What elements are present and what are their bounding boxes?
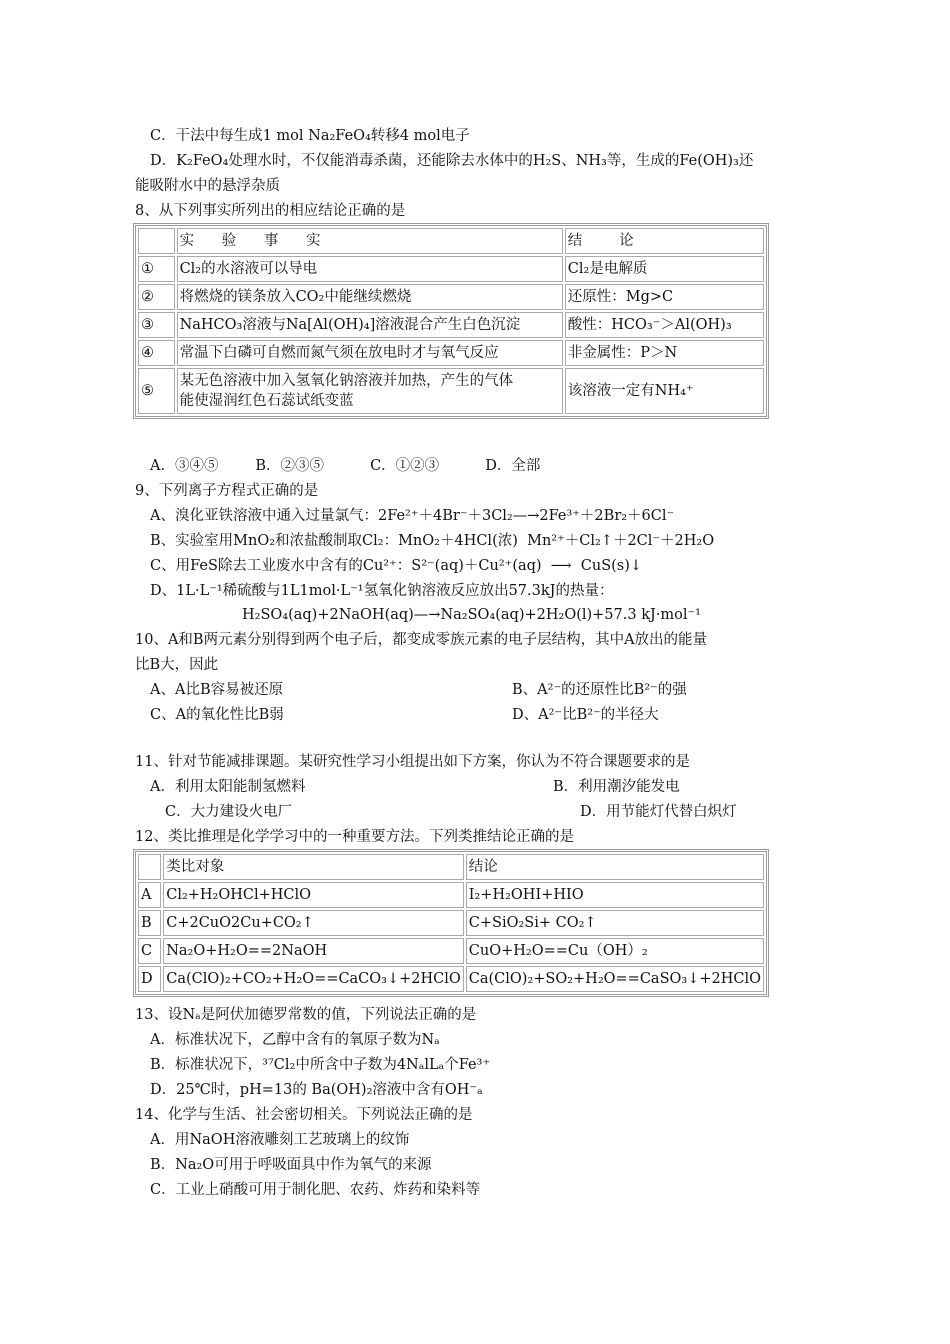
- table-q12: [133, 849, 769, 997]
- table-cell: 将燃烧的镁条放入CO₂中能继续燃烧: [177, 284, 563, 310]
- table-cell: CuO+H₂O==Cu（OH）₂: [466, 938, 764, 964]
- q10-option-a: A、A比B容易被还原: [150, 682, 284, 698]
- q7-option-c: C．干法中每生成1 mol Na₂FeO₄转移4 mol电子: [150, 128, 470, 144]
- q11-option-b: B．利用潮汐能发电: [553, 779, 680, 795]
- q10-option-c: C、A的氧化性比B弱: [150, 707, 284, 723]
- table-row: [138, 284, 764, 310]
- q9-option-d-equation: H₂SO₄(aq)+2NaOH(aq)—→Na₂SO₄(aq)+2H₂O(l)+57.3 kJ·mol⁻¹: [242, 607, 701, 623]
- q13-option-a: A．标准状况下，乙醇中含有的氧原子数为Nₐ: [150, 1032, 440, 1048]
- table-cell: Cl₂的水溶液可以导电: [177, 256, 563, 282]
- table-row: [138, 882, 764, 908]
- table-header-cell: [138, 854, 161, 880]
- table-cell: 非金属性：P＞N: [565, 340, 764, 366]
- table-cell: 该溶液一定有NH₄⁺: [565, 368, 764, 414]
- table-cell: D: [138, 966, 161, 992]
- question-9: 9、下列离子方程式正确的是: [135, 483, 319, 499]
- table-cell: 常温下白磷可自燃而氮气须在放电时才与氧气反应: [177, 340, 563, 366]
- table-cell: C+2CuO2Cu+CO₂↑: [163, 910, 464, 936]
- table-header-row: [138, 854, 764, 880]
- q13-option-d: D．25℃时，pH=13的 Ba(OH)₂溶液中含有OH⁻ₐ: [150, 1082, 483, 1098]
- table-cell: B: [138, 910, 161, 936]
- question-10-cont: 比B大，因此: [135, 657, 219, 673]
- table-cell-line: 能使湿润红色石蕊试纸变蓝: [179, 393, 354, 409]
- table-cell: C+SiO₂Si+ CO₂↑: [466, 910, 764, 936]
- q7-option-d-cont: 能吸附水中的悬浮杂质: [135, 178, 280, 194]
- q11-option-d: D．用节能灯代替白炽灯: [580, 804, 737, 820]
- q10-option-b: B、A²⁻的还原性比B²⁻的强: [512, 682, 687, 698]
- table-cell: ④: [138, 340, 175, 366]
- q11-option-c: C．大力建设火电厂: [165, 804, 293, 820]
- table-q8: [133, 223, 769, 419]
- table-header-cell: 结 论: [565, 228, 764, 254]
- q14-option-b: B．Na₂O可用于呼吸面具中作为氧气的来源: [150, 1157, 432, 1173]
- table-header-cell: [138, 228, 175, 254]
- q10-option-d: D、A²⁻比B²⁻的半径大: [512, 707, 659, 723]
- table-cell: 还原性：Mg>C: [565, 284, 764, 310]
- q7-option-d: D．K₂FeO₄处理水时，不仅能消毒杀菌，还能除去水体中的H₂S、NH₃等，生成的Fe(OH)₃还: [150, 153, 754, 169]
- table-cell: ②: [138, 284, 175, 310]
- question-13: 13、设Nₐ是阿伏加德罗常数的值，下列说法正确的是: [135, 1007, 477, 1023]
- table-row: [138, 938, 764, 964]
- table-header-row: [138, 228, 764, 254]
- q14-option-a: A．用NaOH溶液雕刻工艺玻璃上的纹饰: [150, 1132, 410, 1148]
- table-cell: I₂+H₂OHI+HIO: [466, 882, 764, 908]
- q9-option-a: A、溴化亚铁溶液中通入过量氯气：2Fe²⁺＋4Br⁻＋3Cl₂—→2Fe³⁺＋2Br₂＋6Cl⁻: [150, 508, 675, 524]
- table-cell: Ca(ClO)₂+CO₂+H₂O==CaCO₃↓+2HClO: [163, 966, 464, 992]
- table-row: [138, 312, 764, 338]
- q9-option-d: D、1L·L⁻¹稀硫酸与1L1mol·L⁻¹氢氧化钠溶液反应放出57.3kJ的热量：: [150, 583, 614, 599]
- question-8: 8、从下列事实所列出的相应结论正确的是: [135, 203, 406, 219]
- table-cell: NaHCO₃溶液与Na[Al(OH)₄]溶液混合产生白色沉淀: [177, 312, 563, 338]
- table-cell: ③: [138, 312, 175, 338]
- table-row: [138, 966, 764, 992]
- table-row: [138, 256, 764, 282]
- table-row: [138, 910, 764, 936]
- table-cell: ⑤: [138, 368, 175, 414]
- table-cell: Ca(ClO)₂+SO₂+H₂O==CaSO₃↓+2HClO: [466, 966, 764, 992]
- question-11: 11、针对节能减排课题。某研究性学习小组提出如下方案，你认为不符合课题要求的是: [135, 754, 690, 770]
- q14-option-c: C．工业上硝酸可用于制化肥、农药、炸药和染料等: [150, 1182, 481, 1198]
- table-cell: Na₂O+H₂O==2NaOH: [163, 938, 464, 964]
- table-cell: A: [138, 882, 161, 908]
- q11-option-a: A．利用太阳能制氢燃料: [150, 779, 306, 795]
- question-8-options: A．③④⑤ B．②③⑤ C．①②③ D．全部: [150, 458, 541, 474]
- question-12: 12、类比推理是化学学习中的一种重要方法。下列类推结论正确的是: [135, 829, 574, 845]
- q13-option-b: B．标准状况下，³⁷Cl₂中所含中子数为4NₐlLₐ个Fe³⁺: [150, 1057, 491, 1073]
- question-10: 10、A和B两元素分别得到两个电子后，都变成零族元素的电子层结构，其中A放出的能量: [135, 632, 708, 648]
- table-header-cell: 类比对象: [163, 854, 464, 880]
- table-cell: 酸性：HCO₃⁻＞Al(OH)₃: [565, 312, 764, 338]
- q9-option-c: C、用FeS除去工业废水中含有的Cu²⁺：S²⁻(aq)＋Cu²⁺(aq) ⟶ CuS(s)↓: [150, 558, 643, 574]
- table-row: [138, 340, 764, 366]
- table-cell: ①: [138, 256, 175, 282]
- table-cell: Cl₂+H₂OHCl+HClO: [163, 882, 464, 908]
- table-cell-line: 某无色溶液中加入氢氧化钠溶液并加热，产生的气体: [179, 373, 514, 389]
- table-cell: C: [138, 938, 161, 964]
- table-cell: Cl₂是电解质: [565, 256, 764, 282]
- q9-option-b: B、实验室用MnO₂和浓盐酸制取Cl₂：MnO₂＋4HCl(浓) Mn²⁺＋Cl₂↑＋2Cl⁻＋2H₂O: [150, 533, 715, 549]
- table-header-cell: 结论: [466, 854, 764, 880]
- question-14: 14、化学与生活、社会密切相关。下列说法正确的是: [135, 1107, 473, 1123]
- table-cell: [177, 368, 563, 414]
- table-header-cell: 实 验 事 实: [177, 228, 563, 254]
- table-row: [138, 368, 764, 414]
